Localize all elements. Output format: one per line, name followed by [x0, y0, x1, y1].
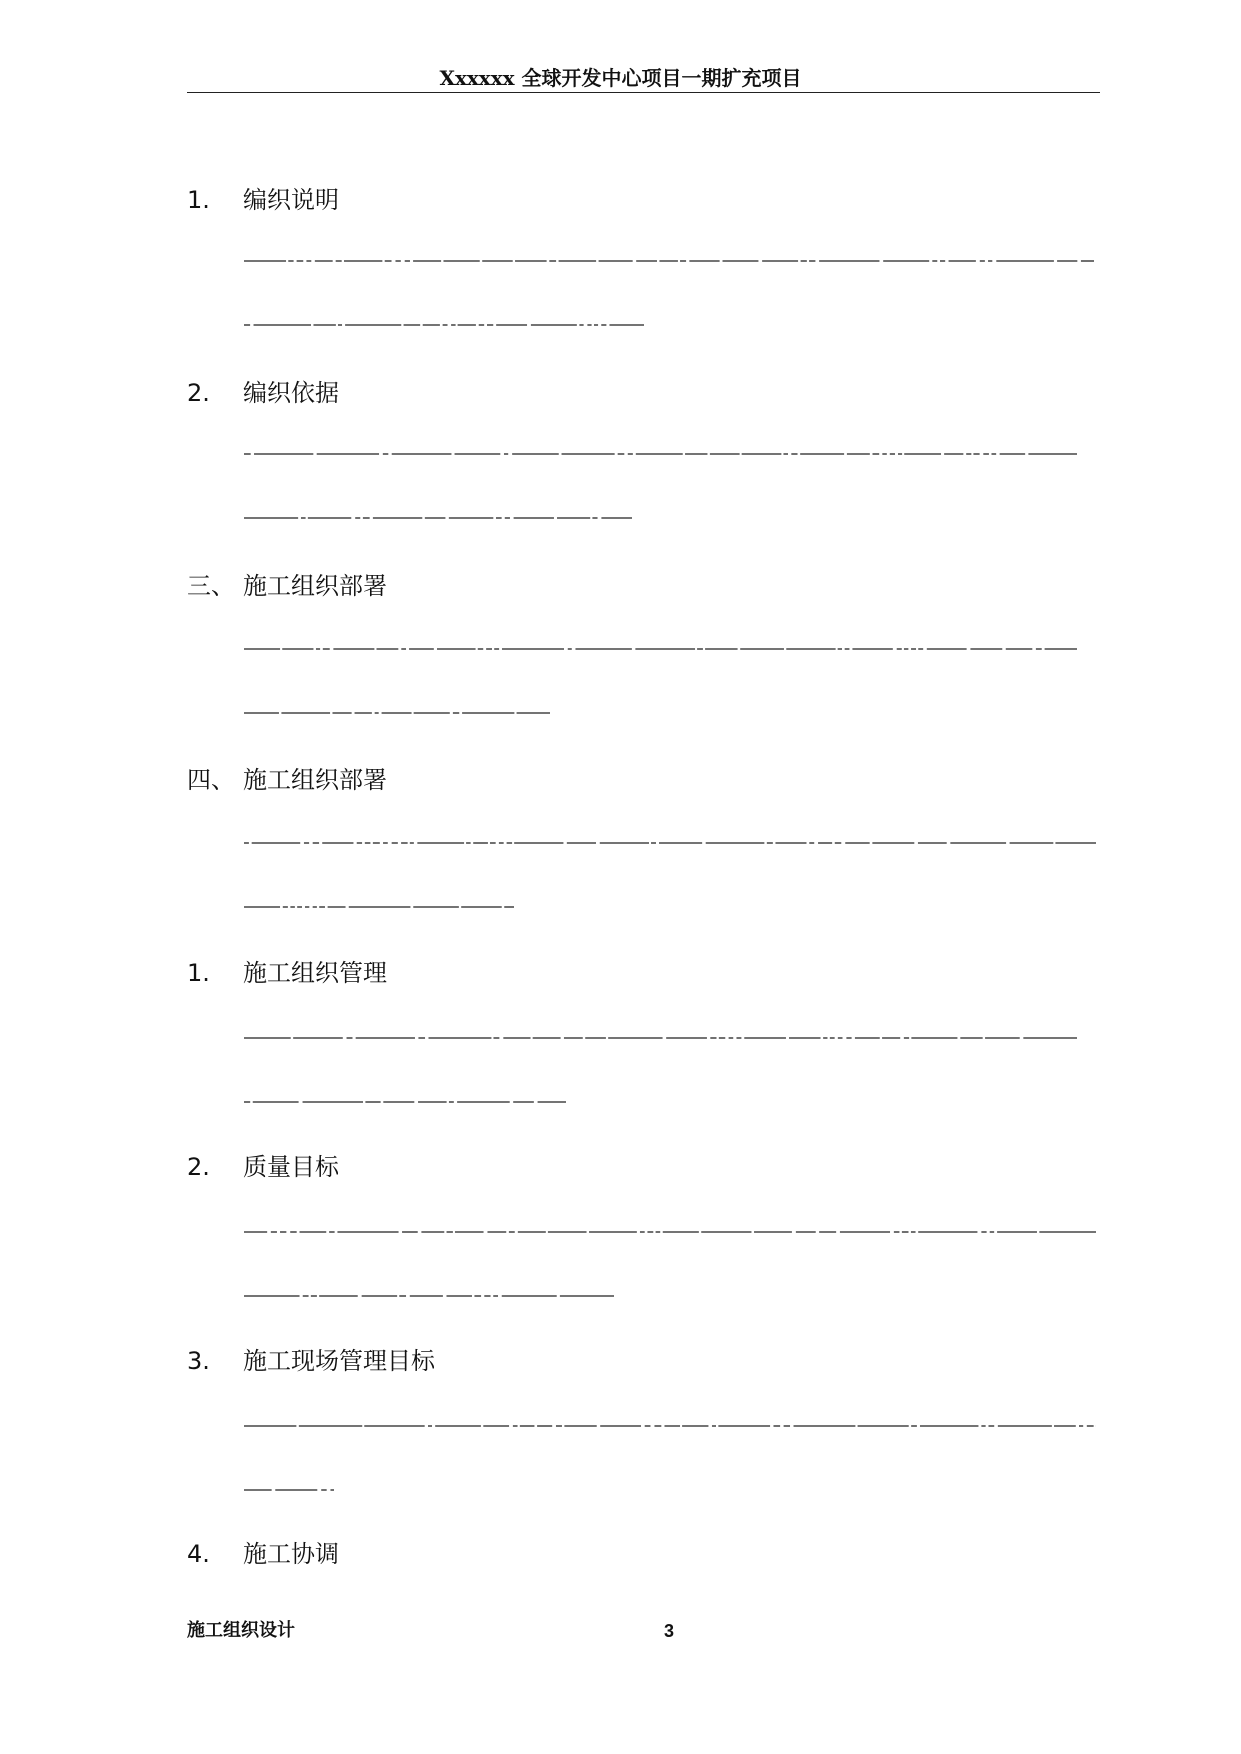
- dash-line: [244, 514, 632, 522]
- page-number: 3: [664, 1621, 675, 1641]
- dash-line: [244, 1098, 566, 1106]
- section-number: 3.: [187, 1347, 210, 1375]
- section-title: 施工组织部署: [243, 766, 387, 794]
- section-title: 施工现场管理目标: [243, 1347, 435, 1375]
- dash-line: [244, 839, 1096, 847]
- dash-line: [244, 1422, 1096, 1430]
- dash-line: [244, 450, 1077, 458]
- section-number: 三、: [187, 572, 235, 600]
- dash-line: [244, 1292, 614, 1300]
- section-number: 2.: [187, 379, 210, 407]
- section-number: 1.: [187, 186, 210, 214]
- dash-line: [244, 1034, 1077, 1042]
- header-divider: [187, 92, 1100, 93]
- section-number: 4.: [187, 1540, 210, 1568]
- dash-line: [244, 321, 644, 329]
- section-title: 施工组织管理: [243, 959, 387, 987]
- dash-line: [244, 645, 1077, 653]
- dash-line: [244, 1486, 334, 1494]
- section-title: 施工协调: [243, 1540, 339, 1568]
- section-title: 质量目标: [243, 1153, 339, 1181]
- dash-line: [244, 903, 514, 911]
- section-number: 2.: [187, 1153, 210, 1181]
- section-title: 编织依据: [243, 379, 339, 407]
- footer-doc-title: 施工组织设计: [187, 1620, 295, 1641]
- section-number: 1.: [187, 959, 210, 987]
- dash-line: [244, 257, 1094, 265]
- page-header-title: Xxxxxx 全球开发中心项目一期扩充项目: [439, 66, 802, 90]
- section-title: 编织说明: [243, 186, 339, 214]
- section-title: 施工组织部署: [243, 572, 387, 600]
- section-number: 四、: [187, 766, 235, 794]
- dash-line: [244, 1228, 1096, 1236]
- dash-line: [244, 709, 550, 717]
